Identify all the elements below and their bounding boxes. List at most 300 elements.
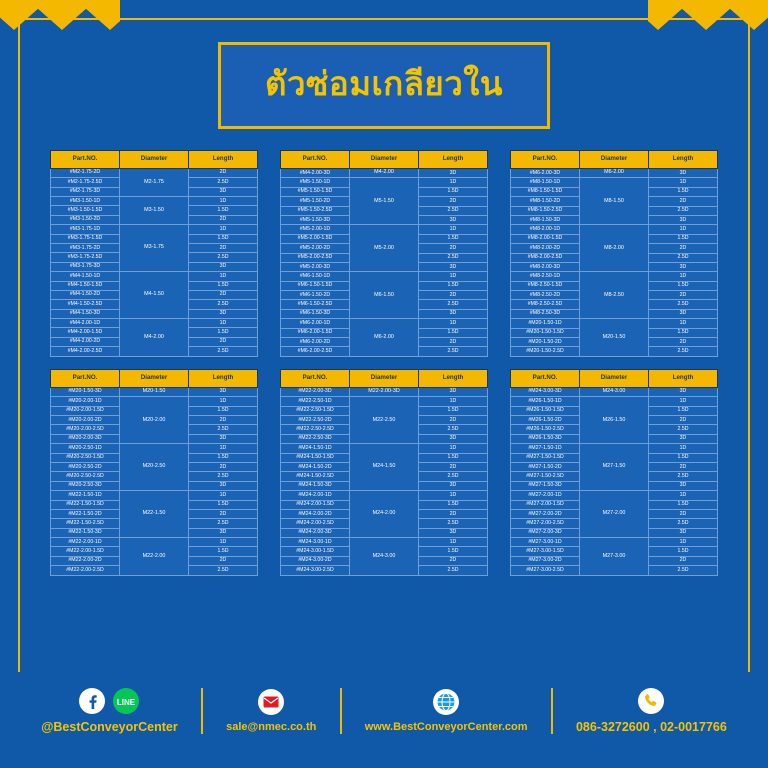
cell-part-no: #M20-1.50-3D — [51, 387, 120, 397]
column-header: Diameter — [120, 151, 189, 169]
table-row — [281, 491, 488, 500]
column-header: Part.NO. — [281, 369, 350, 387]
cell-length: 1.5D — [189, 281, 258, 290]
cell-length: 1.5D — [419, 234, 488, 243]
cell-part-no: #M8-2.50-3D — [511, 309, 580, 318]
cell-part-no: #M5-1.50-1D — [281, 178, 350, 187]
column-header: Diameter — [580, 369, 649, 387]
cell-length: 2.5D — [189, 300, 258, 309]
cell-length: 3D — [649, 262, 718, 271]
cell-part-no: #M20-2.00-2D — [51, 416, 120, 425]
facebook-icon[interactable] — [79, 688, 105, 714]
spec-table — [510, 369, 718, 576]
cell-diameter: M22-2.00 — [120, 538, 189, 576]
table-row — [51, 491, 258, 500]
cell-length: 1D — [189, 272, 258, 281]
cell-length: 2.5D — [649, 300, 718, 309]
cell-diameter: M20-2.00 — [120, 397, 189, 444]
cell-length: 2.5D — [419, 425, 488, 434]
cell-length: 2.5D — [649, 425, 718, 434]
cell-length: 2D — [189, 290, 258, 299]
cell-part-no: #M24-2.00-2.5D — [281, 519, 350, 528]
cell-part-no: #M22-1.50-1.5D — [51, 500, 120, 509]
cell-length: 1.5D — [649, 406, 718, 415]
cell-length: 2D — [419, 291, 488, 300]
cell-part-no: #M27-1.50-2D — [511, 462, 580, 471]
spec-table-1 — [50, 150, 258, 357]
table-row — [281, 168, 488, 178]
cell-length: 2D — [649, 416, 718, 425]
cell-length: 1D — [419, 272, 488, 281]
footer-email[interactable] — [203, 689, 340, 733]
cell-part-no: #M3-1.50-1D — [51, 196, 120, 205]
table-header-row — [511, 151, 718, 169]
cell-length: 3D — [189, 262, 258, 271]
cell-length: 2D — [189, 416, 258, 425]
cell-length: 3D — [649, 215, 718, 224]
cell-length: 1D — [419, 178, 488, 187]
cell-length: 3D — [419, 262, 488, 271]
cell-length: 2.5D — [649, 472, 718, 481]
cell-length: 2D — [189, 462, 258, 471]
cell-part-no: #M6-2.00-2.5D — [281, 347, 350, 356]
cell-part-no: #M5-2.00-3D — [281, 262, 350, 271]
cell-part-no: #M5-2.00-1.5D — [281, 234, 350, 243]
cell-part-no: #M5-1.50-2D — [281, 197, 350, 206]
spec-table-4 — [50, 369, 258, 576]
cell-part-no: #M26-1.50-2.5D — [511, 425, 580, 434]
spec-table — [50, 369, 258, 576]
cell-length: 3D — [419, 168, 488, 178]
table-row — [511, 225, 718, 234]
cell-diameter: M3-1.50 — [120, 196, 189, 224]
cell-length: 3D — [649, 528, 718, 537]
cell-length: 2.5D — [649, 519, 718, 528]
cell-length: 1D — [419, 319, 488, 328]
cell-diameter: M27-1.50 — [580, 444, 649, 491]
cell-length: 1D — [189, 444, 258, 453]
cell-part-no: #M22-2.00-1.5D — [51, 547, 120, 556]
cell-length: 2.5D — [649, 347, 718, 356]
cell-part-no: #M27-1.50-2.5D — [511, 472, 580, 481]
cell-part-no: #M24-1.50-1.5D — [281, 453, 350, 462]
footer-phone[interactable] — [553, 688, 750, 734]
cell-part-no: #M5-1.50-2.5D — [281, 206, 350, 215]
table-row — [281, 225, 488, 234]
cell-length: 1.5D — [189, 453, 258, 462]
cell-length: 1D — [189, 196, 258, 205]
table-row — [281, 538, 488, 547]
cell-length: 1.5D — [649, 234, 718, 243]
cell-part-no: #M22-1.50-2.5D — [51, 519, 120, 528]
cell-diameter: M4-2.00 — [120, 319, 189, 357]
cell-length: 3D — [189, 481, 258, 490]
table-row — [281, 387, 488, 397]
column-header: Part.NO. — [511, 151, 580, 169]
cell-part-no: #M4-1.50-1D — [51, 272, 120, 281]
table-row — [511, 397, 718, 406]
cell-part-no: #M6-1.50-1D — [281, 272, 350, 281]
spec-table-2 — [280, 150, 488, 357]
cell-diameter: M27-2.00 — [580, 491, 649, 538]
cell-part-no: #M24-1.50-3D — [281, 481, 350, 490]
table-header-row — [281, 369, 488, 387]
page-title — [218, 42, 550, 129]
table-row — [51, 538, 258, 547]
cell-length: 1D — [419, 397, 488, 406]
cell-length: 1.5D — [419, 453, 488, 462]
cell-part-no: #M5-2.00-2D — [281, 244, 350, 253]
cell-part-no: #M3-1.75-1D — [51, 225, 120, 234]
cell-part-no: #M20-2.50-1D — [51, 444, 120, 453]
table-row — [51, 319, 258, 328]
cell-part-no: #M27-1.50-1.5D — [511, 453, 580, 462]
cell-diameter: M2-1.75 — [120, 168, 189, 196]
phone-icon[interactable] — [638, 688, 664, 714]
cell-length: 2.5D — [419, 519, 488, 528]
cell-part-no: #M22-2.50-3D — [281, 434, 350, 443]
cell-part-no: #M8-2.00-1.5D — [511, 234, 580, 243]
svg-text:LINE: LINE — [117, 698, 136, 707]
cell-part-no: #M4-1.50-1.5D — [51, 281, 120, 290]
cell-length: 1D — [189, 225, 258, 234]
cell-length: 3D — [419, 528, 488, 537]
cell-length: 2D — [419, 462, 488, 471]
table-row — [281, 272, 488, 281]
cell-part-no: #M20-2.00-1.5D — [51, 406, 120, 415]
cell-length: 2.5D — [649, 566, 718, 575]
table-row — [51, 397, 258, 406]
cell-length: 3D — [649, 434, 718, 443]
cell-length: 2.5D — [189, 519, 258, 528]
cell-length: 1.5D — [189, 500, 258, 509]
cell-length: 2D — [189, 337, 258, 346]
cell-part-no: #M20-1.50-2D — [511, 338, 580, 347]
cell-diameter: M22-1.50 — [120, 491, 189, 538]
cell-part-no: #M8-2.00-2D — [511, 244, 580, 253]
cell-part-no: #M22-1.50-1D — [51, 491, 120, 500]
cell-diameter: M6-2.00 — [580, 168, 649, 178]
cell-diameter: M22-2.50 — [350, 397, 419, 444]
cell-part-no: #M3-1.50-2D — [51, 215, 120, 224]
cell-part-no: #M6-1.50-3D — [281, 309, 350, 318]
cell-diameter: M4-2.00 — [350, 168, 419, 178]
table-row — [51, 168, 258, 177]
cell-length: 1D — [649, 491, 718, 500]
cell-length: 1.5D — [649, 281, 718, 290]
cell-part-no: #M20-2.50-1.5D — [51, 453, 120, 462]
cell-length: 3D — [419, 434, 488, 443]
email-text: sale@nmec.co.th — [226, 721, 317, 733]
cell-part-no: #M24-1.50-1D — [281, 444, 350, 453]
cell-part-no: #M20-2.50-2D — [51, 462, 120, 471]
cell-part-no: #M3-1.75-3D — [51, 262, 120, 271]
column-header: Part.NO. — [281, 151, 350, 169]
cell-part-no: #M4-1.50-2.5D — [51, 300, 120, 309]
website-text: www.BestConveyorCenter.com — [364, 721, 528, 733]
column-header: Length — [649, 369, 718, 387]
cell-part-no: #M5-1.50-1.5D — [281, 187, 350, 196]
cell-part-no: #M4-2.00-2D — [51, 337, 120, 346]
table-row — [281, 397, 488, 406]
cell-length: 1.5D — [419, 328, 488, 337]
cell-length: 2.5D — [189, 253, 258, 262]
cell-length: 2D — [419, 416, 488, 425]
cell-length: 1.5D — [189, 406, 258, 415]
cell-length: 2D — [649, 244, 718, 253]
column-header: Diameter — [350, 151, 419, 169]
column-header: Length — [189, 151, 258, 169]
globe-icon[interactable] — [433, 689, 459, 715]
cell-length: 1D — [649, 225, 718, 234]
cell-length: 2.5D — [189, 472, 258, 481]
cell-part-no: #M4-1.50-3D — [51, 309, 120, 318]
cell-part-no: #M27-3.00-1D — [511, 538, 580, 547]
cell-length: 1.5D — [649, 500, 718, 509]
cell-length: 1.5D — [419, 281, 488, 290]
cell-part-no: #M3-1.75-2D — [51, 243, 120, 252]
cell-diameter: M5-2.00 — [350, 225, 419, 272]
cell-length: 2.5D — [189, 178, 258, 187]
cell-part-no: #M8-1.50-3D — [511, 215, 580, 224]
cell-part-no: #M26-1.50-1D — [511, 397, 580, 406]
table-row — [511, 387, 718, 397]
cell-part-no: #M8-2.50-1.5D — [511, 281, 580, 290]
cell-diameter: M8-2.50 — [580, 272, 649, 319]
cell-diameter: M22-2.00-3D — [350, 387, 419, 397]
cell-part-no: #M20-2.50-3D — [51, 481, 120, 490]
cell-part-no: #M22-2.50-2D — [281, 416, 350, 425]
cell-part-no: #M20-2.00-2.5D — [51, 425, 120, 434]
cell-diameter: M24-2.00 — [350, 491, 419, 538]
cell-part-no: #M5-2.00-2.5D — [281, 253, 350, 262]
cell-part-no: #M26-1.50-1.5D — [511, 406, 580, 415]
column-header: Length — [419, 151, 488, 169]
cell-length: 2.5D — [649, 206, 718, 215]
cell-part-no: #M22-2.00-3D — [281, 387, 350, 397]
cell-length: 2.5D — [419, 472, 488, 481]
cell-part-no: #M6-2.00-3D — [511, 168, 580, 178]
cell-length: 1.5D — [649, 187, 718, 196]
cell-length: 1D — [649, 444, 718, 453]
spec-table — [50, 150, 258, 357]
cell-diameter: M26-1.50 — [580, 397, 649, 444]
cell-length: 1.5D — [649, 453, 718, 462]
cell-length: 2D — [189, 168, 258, 177]
cell-length: 2D — [189, 556, 258, 565]
column-header: Length — [649, 151, 718, 169]
cell-part-no: #M8-2.00-1D — [511, 225, 580, 234]
cell-diameter: M8-1.50 — [580, 178, 649, 225]
cell-part-no: #M27-2.00-3D — [511, 528, 580, 537]
cell-part-no: #M24-2.00-3D — [281, 528, 350, 537]
cell-part-no: #M27-1.50-3D — [511, 481, 580, 490]
footer-social[interactable] — [18, 688, 201, 734]
footer-bar — [18, 672, 750, 750]
cell-length: 1.5D — [189, 234, 258, 243]
cell-part-no: #M27-3.00-2D — [511, 556, 580, 565]
cell-part-no: #M22-2.50-1.5D — [281, 406, 350, 415]
cell-diameter: M20-1.50 — [580, 319, 649, 357]
cell-part-no: #M6-1.50-1.5D — [281, 281, 350, 290]
spec-table-6 — [510, 369, 718, 576]
cell-diameter: M5-1.50 — [350, 178, 419, 225]
cell-length: 2D — [649, 462, 718, 471]
cell-length: 1.5D — [649, 547, 718, 556]
table-row — [51, 196, 258, 205]
cell-part-no: #M24-1.50-2D — [281, 462, 350, 471]
table-row — [511, 319, 718, 328]
cell-length: 2D — [189, 215, 258, 224]
cell-length: 3D — [649, 168, 718, 178]
column-header: Part.NO. — [511, 369, 580, 387]
cell-part-no: #M3-1.50-1.5D — [51, 206, 120, 215]
table-header-row — [511, 369, 718, 387]
cell-part-no: #M22-2.00-2D — [51, 556, 120, 565]
spec-table — [280, 150, 488, 357]
cell-length: 2.5D — [649, 253, 718, 262]
cell-part-no: #M4-2.00-1.5D — [51, 328, 120, 337]
spec-tables-grid — [50, 150, 718, 576]
cell-part-no: #M6-2.00-1.5D — [281, 328, 350, 337]
cell-length: 1D — [419, 444, 488, 453]
cell-part-no: #M22-2.00-2.5D — [51, 566, 120, 575]
cell-part-no: #M22-2.50-1D — [281, 397, 350, 406]
cell-length: 1D — [649, 319, 718, 328]
cell-part-no: #M8-2.50-1D — [511, 272, 580, 281]
cell-part-no: #M4-1.50-2D — [51, 290, 120, 299]
cell-part-no: #M8-2.00-2.5D — [511, 253, 580, 262]
cell-length: 2.5D — [189, 566, 258, 575]
cell-diameter: M24-1.50 — [350, 444, 419, 491]
cell-part-no: #M8-2.50-2D — [511, 291, 580, 300]
cell-length: 2D — [419, 197, 488, 206]
cell-diameter: M24-3.00 — [580, 387, 649, 397]
cell-length: 1D — [189, 397, 258, 406]
cell-part-no: #M8-2.00-3D — [511, 262, 580, 271]
footer-website[interactable] — [342, 689, 551, 733]
cell-diameter: M6-2.00 — [350, 319, 419, 357]
cell-length: 3D — [649, 481, 718, 490]
cell-length: 1.5D — [189, 328, 258, 337]
cell-part-no: #M8-1.50-2.5D — [511, 206, 580, 215]
cell-length: 2D — [649, 197, 718, 206]
cell-part-no: #M24-3.00-1.5D — [281, 547, 350, 556]
cell-part-no: #M24-3.00-2.5D — [281, 566, 350, 575]
cell-part-no: #M2-1.75-2D — [51, 168, 120, 177]
table-row — [51, 387, 258, 397]
cell-part-no: #M27-2.00-1D — [511, 491, 580, 500]
cell-part-no: #M8-1.50-2D — [511, 197, 580, 206]
cell-part-no: #M22-2.00-1D — [51, 538, 120, 547]
cell-diameter: M3-1.75 — [120, 225, 189, 272]
cell-part-no: #M22-2.50-2.5D — [281, 425, 350, 434]
cell-length: 3D — [189, 187, 258, 196]
cell-part-no: #M26-1.50-3D — [511, 434, 580, 443]
cell-length: 1D — [419, 225, 488, 234]
table-row — [511, 178, 718, 187]
cell-length: 2.5D — [189, 347, 258, 356]
cell-part-no: #M20-1.50-1D — [511, 319, 580, 328]
cell-diameter: M27-3.00 — [580, 538, 649, 576]
cell-length: 2D — [649, 291, 718, 300]
column-header: Diameter — [120, 369, 189, 387]
cell-part-no: #M2-1.75-2.5D — [51, 178, 120, 187]
cell-part-no: #M24-3.00-1D — [281, 538, 350, 547]
cell-part-no: #M8-2.50-2.5D — [511, 300, 580, 309]
cell-length: 3D — [649, 309, 718, 318]
email-icon[interactable] — [258, 689, 284, 715]
cell-part-no: #M8-1.50-1D — [511, 178, 580, 187]
table-header-row — [51, 369, 258, 387]
table-row — [51, 272, 258, 281]
cell-part-no: #M4-2.00-3D — [281, 168, 350, 178]
cell-length: 2D — [649, 338, 718, 347]
cell-diameter: M20-2.50 — [120, 444, 189, 491]
cell-length: 1D — [649, 538, 718, 547]
cell-length: 2.5D — [189, 425, 258, 434]
cell-length: 2D — [419, 556, 488, 565]
spec-table-3 — [510, 150, 718, 357]
cell-length: 1D — [649, 272, 718, 281]
cell-part-no: #M24-2.00-1.5D — [281, 500, 350, 509]
cell-length: 3D — [419, 215, 488, 224]
cell-length: 1.5D — [189, 206, 258, 215]
cell-diameter: M4-1.50 — [120, 272, 189, 319]
cell-length: 2.5D — [419, 253, 488, 262]
cell-length: 1D — [419, 538, 488, 547]
cell-part-no: #M20-2.00-3D — [51, 434, 120, 443]
table-header-row — [281, 151, 488, 169]
cell-part-no: #M3-1.75-2.5D — [51, 253, 120, 262]
cell-length: 1.5D — [419, 406, 488, 415]
spec-table — [280, 369, 488, 576]
cell-part-no: #M5-1.50-3D — [281, 215, 350, 224]
cell-length: 1.5D — [419, 500, 488, 509]
cell-part-no: #M20-1.50-2.5D — [511, 347, 580, 356]
line-icon[interactable] — [113, 688, 139, 714]
cell-part-no: #M26-1.50-2D — [511, 416, 580, 425]
cell-length: 1D — [649, 178, 718, 187]
cell-length: 2D — [649, 556, 718, 565]
column-header: Diameter — [580, 151, 649, 169]
table-row — [51, 225, 258, 234]
spec-table-5 — [280, 369, 488, 576]
table-header-row — [51, 151, 258, 169]
cell-part-no: #M27-3.00-1.5D — [511, 547, 580, 556]
spec-table — [510, 150, 718, 357]
cell-length: 2D — [419, 509, 488, 518]
cell-length: 2D — [649, 509, 718, 518]
table-row — [281, 444, 488, 453]
cell-part-no: #M8-1.50-1.5D — [511, 187, 580, 196]
cell-diameter: M8-2.00 — [580, 225, 649, 272]
cell-part-no: #M24-2.00-1D — [281, 491, 350, 500]
cell-part-no: #M4-2.00-2.5D — [51, 347, 120, 356]
table-row — [511, 168, 718, 178]
cell-length: 2D — [189, 509, 258, 518]
cell-part-no: #M20-2.50-2.5D — [51, 472, 120, 481]
cell-length: 2D — [419, 338, 488, 347]
cell-length: 2.5D — [419, 347, 488, 356]
cell-part-no: #M27-2.00-1.5D — [511, 500, 580, 509]
cell-length: 3D — [189, 309, 258, 318]
cell-part-no: #M2-1.75-3D — [51, 187, 120, 196]
cell-part-no: #M24-3.00-2D — [281, 556, 350, 565]
column-header: Part.NO. — [51, 369, 120, 387]
cell-length: 3D — [189, 387, 258, 397]
cell-length: 1D — [649, 397, 718, 406]
